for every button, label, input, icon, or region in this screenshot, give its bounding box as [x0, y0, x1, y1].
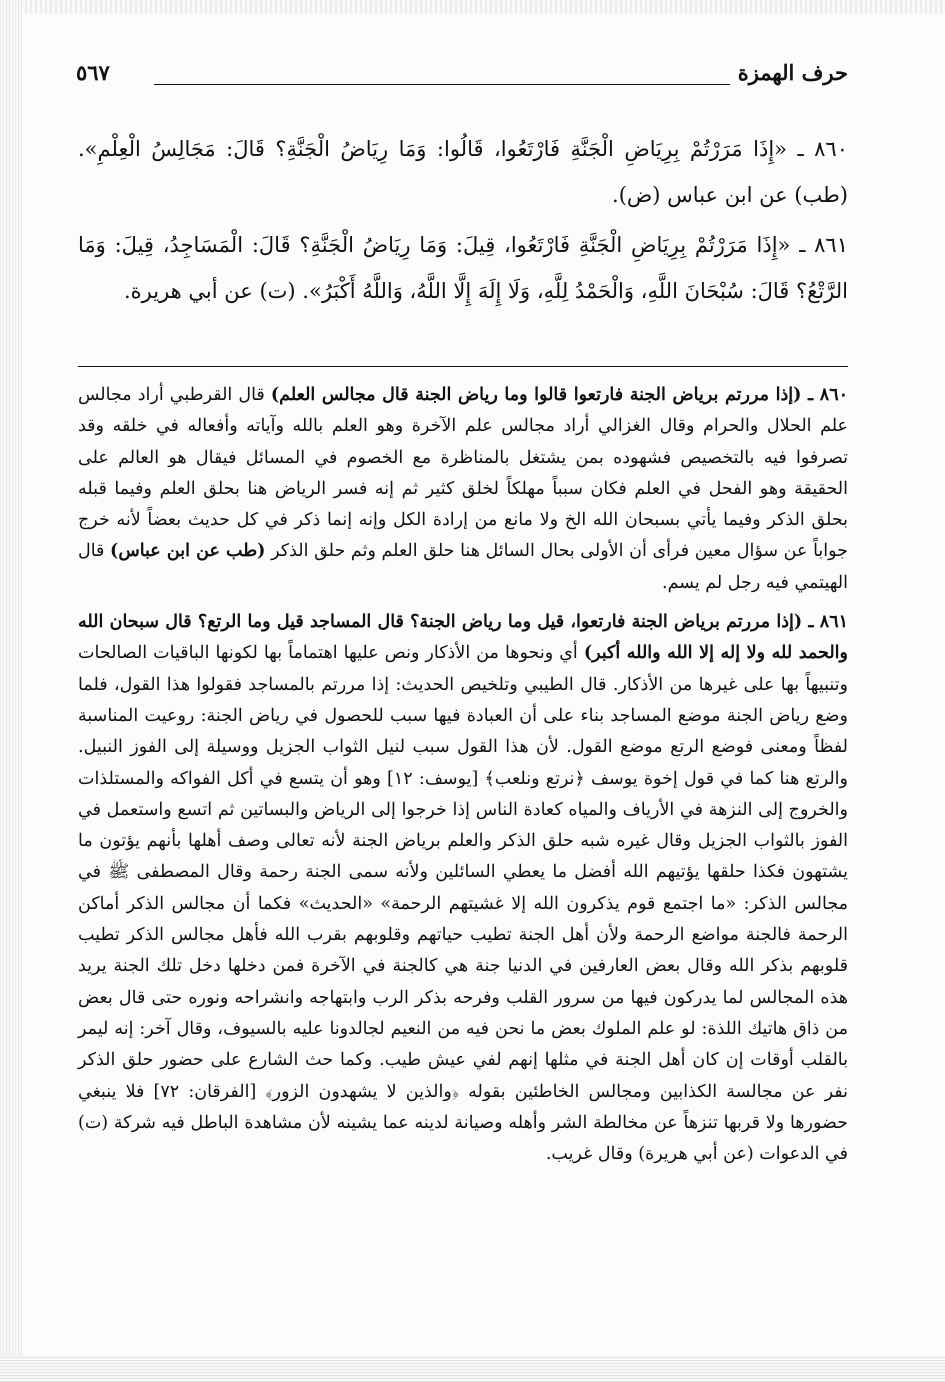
scan-edge-bottom: [0, 1356, 945, 1382]
commentary-860-lead: ٨٦٠ ـ (إذا مررتم برياض الجنة فارتعوا قالوا وما رياض الجنة قال مجالس العلم): [270, 385, 848, 405]
commentary-861-body: أي ونحوها من الأذكار ونص عليها اهتماماً بها لكونها الباقيات الصالحات وتنبيهاً بها على غيرها من الأذكار. قال الطيبي وتلخيص الحديث: إذا مررتم بالمساجد فقولوا هذا القول، فلما وضع رياض الجنة موضع المساجد بناء على أن العبادة فيها سبب للحصول في رياض الجنة: روعيت المناسبة لفظاً ومعنى فوضع الرتع موضع القول. لأن هذا القول سبب لنيل الثواب الجزيل ووسيلة إلى الفوز النبيل. والرتع هنا كما في قول إخوة يوسف ﴿نرتع ونلعب﴾ [يوسف: ١٢] وهو أن يتسع في أكل الفواكه والمستلذات والخروج إلى النزهة في الأرياف والمياه كعادة الناس إذا خرجوا إلى الرياض والبساتين ثم اتسع واستعمل في الفوز بالثواب الجزيل وقال غيره شبه حلق الذكر والعلم برياض الجنة لأنه تعالى وصف أهلها بأنهم يؤتون ما يشتهون فكذا حلقها يؤتيهم الله أفضل ما يعطي السائلين ولأنه سمى الجنة رحمة وقال المصطفى ﷺ في مجالس الذكر: «ما اجتمع قوم يذكرون الله إلا غشيتهم الرحمة» «الحديث» فكما أن مجالس الذكر أماكن الرحمة فالجنة مواضع الرحمة ولأن أهل الجنة تطيب حياتهم وقلوبهم بقرب الله فأهل مجالس الذكر تطيب قلوبهم بذكر الله وقال بعض العارفين في الدنيا جنة هي كالجنة في الآخرة فمن دخلها دخل تلك الجنة يريد هذه المجالس لما يدركون فيها من سرور القلب وفرحه بذكر الرب وابتهاجه وانشراحه ونوره حتى قال بعض من ذاق هاتيك اللذة: لو علم الملوك بعض ما نحن فيه من النعيم لجالدونا عليه بالسيوف، وقال آخر: إنه ليمر بالقلب أوقات إن كان أهل الجنة في مثلها إنهم لفي عيش طيب. وكما حث الشارع على حضور حلق الذكر نفر عن مجالسة الكذابين ومجالس الخاطئين بقوله ﴿والذين لا يشهدون الزور﴾ [الفرقان: ٧٢] فلا ينبغي حضورها ولا قربها تنزهاً عن مخالطة الشر وأهله وصيانة لدينه عما يشينه لأن مشاهدة الباطل فيه شركة (ت) في الدعوات (عن أبي هريرة) وقال غريب.: [78, 643, 848, 1165]
commentary-860-body: قال القرطبي أراد مجالس علم الحلال والحرام وقال الغزالي أراد مجالس علم الآخرة وهو العلم بالله وآياته وأفعاله في خلقه وقد تصرفوا فيه بالتخصيص فشهوده بمن يشتغل بالمناظرة مع الخصوم في المسائل فيقال هو العالم على الحقيقة وهو الفحل في العلم فكان سبباً مهلكاً لخلق كثير ثم إنه فسر الرياض هنا بحلق العلم وفيما قبله بحلق الذكر وفيما يأتي بسبحان الله الخ ولا مانع من إرادة الكل وإنه إنما ذكر في كل حديث بعضاً لأنه خرج جواباً عن سؤال معين فرأى أن الأولى بحال السائل هنا حلق العلم وثم حلق الذكر: [78, 385, 848, 562]
chapter-title: حرف الهمزة: [737, 60, 848, 85]
running-header: [76, 58, 848, 96]
hadith-861: ٨٦١ ـ «إِذَا مَرَرْتُمْ بِرِيَاضِ الْجَنَّةِ فَارْتَعُوا، قِيلَ: وَمَا رِيَاضُ الْجَنَّةِ؟ قَالَ: الْمَسَاجِدُ، قِيلَ: وَمَا الرَّتْعُ؟ قَالَ: سُبْحَانَ اللَّهِ، وَالْحَمْدُ لِلَّهِ، وَلَا إِلَهَ إِلَّا اللَّهُ، وَاللَّهُ أَكْبَرُ». (ت) عن أبي هريرة.: [78, 233, 848, 303]
page-number: ٥٦٧: [76, 60, 110, 85]
commentary-861: [78, 607, 848, 1170]
commentary-860-source: (طب عن ابن عباس): [110, 541, 266, 562]
scan-edge-left: [0, 0, 22, 1382]
header-rule: [154, 84, 730, 85]
commentary-860: [78, 380, 848, 599]
scan-edge-top: [0, 0, 945, 14]
commentary-861-lead: ٨٦١ ـ (إذا مررتم برياض الجنة فارتعوا، قيل وما رياض الجنة؟ قال المساجد قيل وما الرتع؟ قال سبحان الله والحمد لله ولا إله إلا الله والله أكبر): [78, 612, 848, 664]
hadith-860: ٨٦٠ ـ «إِذَا مَرَرْتُمْ بِرِيَاضِ الْجَنَّةِ فَارْتَعُوا، قَالُوا: وَمَا رِيَاضُ الْجَنَّةِ؟ قَالَ: مَجَالِسُ الْعِلْمِ». (طب) عن ابن عباس (ض).: [78, 137, 848, 207]
commentary-block: [78, 380, 848, 1170]
footnote-separator: [78, 366, 848, 367]
hadith-text-block: [78, 126, 848, 318]
commentary-860-tail: قال الهيتمي فيه رجل لم يسم.: [78, 541, 848, 593]
